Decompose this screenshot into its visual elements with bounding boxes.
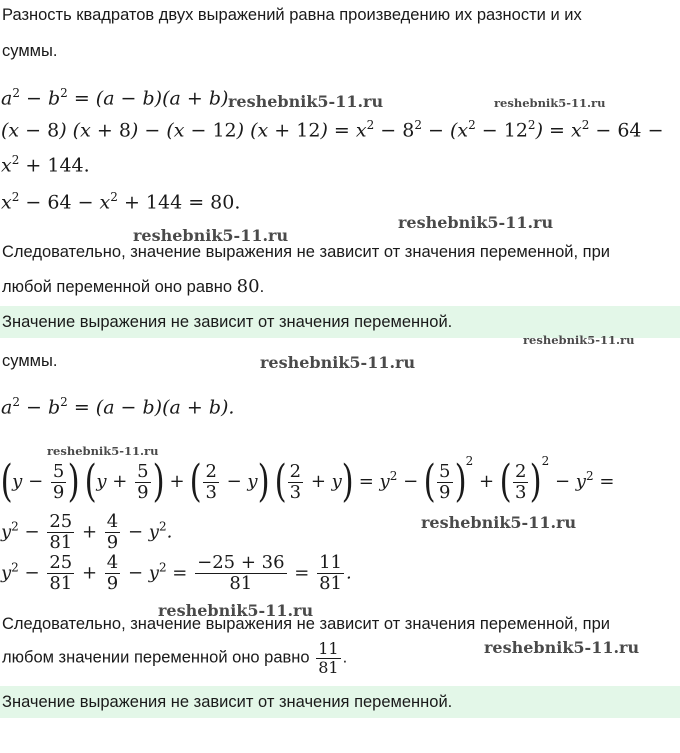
watermark: reshebnik5-11.ru [398, 213, 554, 232]
big-expression: (y − $\frac{5}{9}$ ) (y + $\frac{5}{9}$ ) + ( $\frac{2}{3}$ − y) ( $\frac{2}{3}$ + $y) = y^2$ − ( $\frac{5}{9}$ )$^2$ + ( $\frac{2}{3}$ )$^2 - y^2$ = [0, 454, 615, 507]
equation-line-3: $x^2 + 144$. [1, 153, 90, 177]
difference-of-squares-formula-2: $a^2 - b^2 = (a - b)(a + b)$. [1, 395, 235, 419]
watermark: reshebnik5-11.ru [421, 513, 577, 532]
intro-line-block2: суммы. [2, 352, 58, 370]
intro-line-1: Разность квадратов двух выражений равна произведению их разности и их [2, 6, 582, 24]
intro-line-2: суммы. [2, 42, 58, 60]
watermark: reshebnik5-11.ru [133, 226, 289, 245]
watermark: reshebnik5-11.ru [260, 353, 416, 372]
watermark: reshebnik5-11.ru [228, 92, 384, 111]
equation-line-4: $x^2 - 64 - x^2 + 144 = 80$. [1, 190, 241, 214]
expression-line-a: $y^2$ − $\frac{25}{81}$ + $\frac{4}{9}$ − $y^2$. [1, 511, 173, 553]
conclusion-text: любой переменной оно равно [2, 278, 233, 296]
conclusion-fraction: $\frac{11}{81}$ [318, 639, 339, 677]
conclusion-line-2-block2: любом значении переменной оно равно $\frac{11}{81}$ . [2, 639, 348, 677]
expression-line-b: $y^2$ − $\frac{25}{81}$ + $\frac{4}{9}$ − $y^2$ = $\frac{-25 + 36}{81}$ = $\frac{11}{81}$ . [1, 552, 352, 594]
watermark: reshebnik5-11.ru [523, 333, 635, 347]
conclusion-period: . [259, 278, 265, 296]
conclusion-line-1-block2: Следовательно, значение выражения не зависит от значения переменной, при [2, 615, 611, 633]
conclusion-line-2 [2, 276, 264, 297]
answer-box-2 [0, 686, 680, 718]
watermark: reshebnik5-11.ru [158, 601, 314, 620]
watermark: reshebnik5-11.ru [47, 444, 159, 458]
conclusion-text-block2: любом значении переменной оно равно [2, 648, 310, 667]
conclusion-value: 80 [236, 276, 260, 297]
conclusion-line-1: Следовательно, значение выражения не зависит от значения переменной, при [2, 243, 611, 261]
equation-line-2: (x − 8) (x + 8) − (x − 12) $(x + 12) = x^2 - 8^2 - (x^2 - 12^2) = x^2 - 64$ − [1, 118, 664, 142]
difference-of-squares-formula: $a^2 - b^2 = (a - b)(a + b)$. [1, 86, 235, 110]
watermark: reshebnik5-11.ru [494, 96, 606, 110]
watermark: reshebnik5-11.ru [484, 638, 640, 657]
answer-text-2: Значение выражения не зависит от значения переменной. [2, 693, 453, 711]
answer-text-1: Значение выражения не зависит от значения переменной. [2, 313, 453, 331]
